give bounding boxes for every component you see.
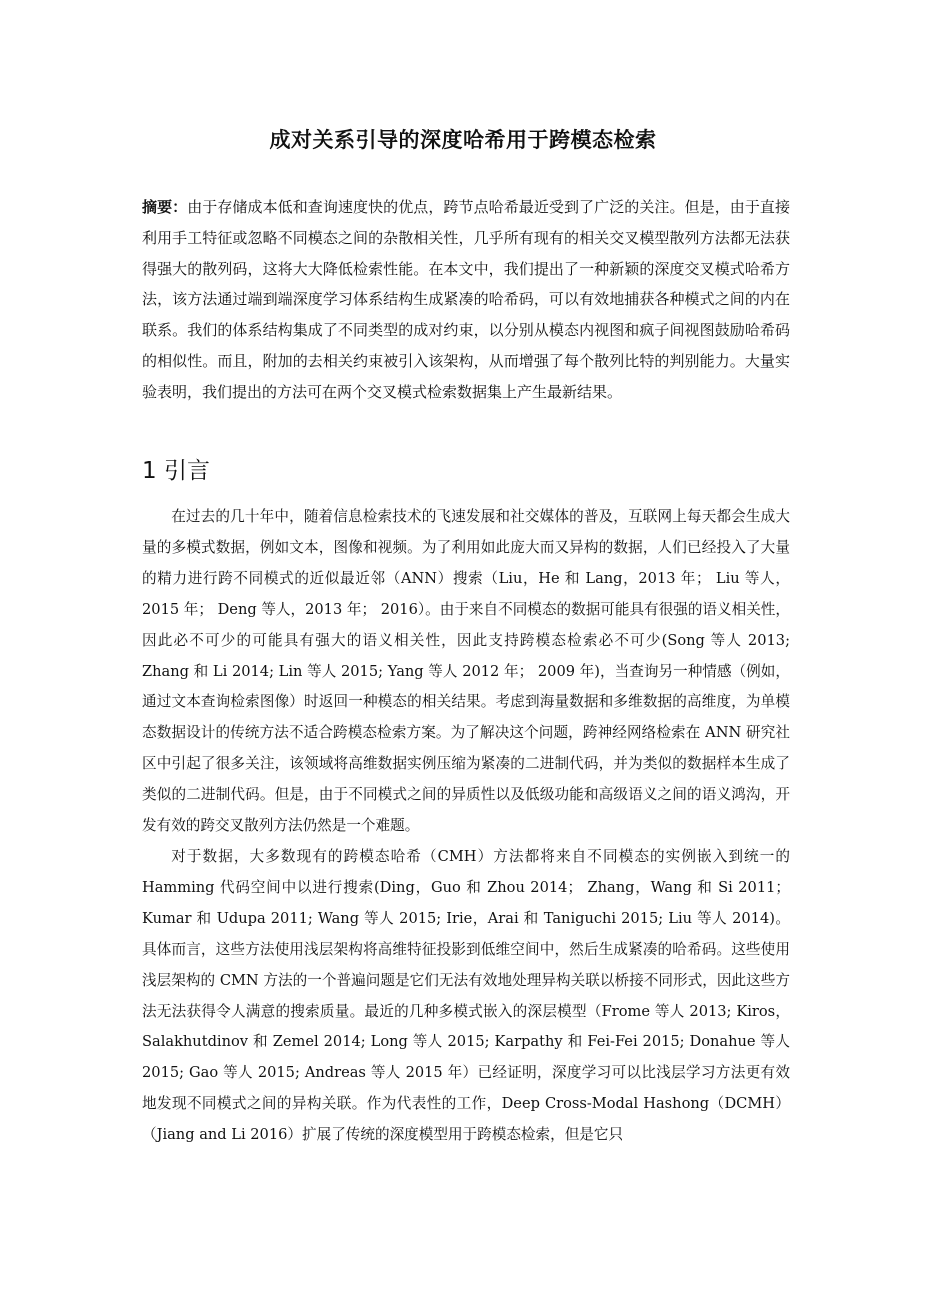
abstract <box>142 192 790 408</box>
section-body-introduction <box>142 502 790 1151</box>
section-heading-introduction: 1 引言 <box>142 458 210 484</box>
paper-title: 成对关系引导的深度哈希用于跨模态检索 <box>269 128 657 152</box>
abstract-label: 摘要： <box>142 198 188 216</box>
abstract-text: 由于存储成本低和查询速度快的优点，跨节点哈希最近受到了广泛的关注。但是，由于直接利用手工特征或忽略不同模态之间的杂散相关性，几乎所有现有的相关交叉模型散列方法都无法获得强大的散列码，这将大大降低检索性能。在本文中，我们提出了一种新颖的深度交叉模式哈希方法，该方法通过端到端深度学习体系结构生成紧凑的哈希码，可以有效地捕获各种模式之间的内在联系。我们的体系结构集成了不同类型的成对约束，以分别从模态内视图和疯子间视图鼓励哈希码的相似性。而且，附加的去相关约束被引入该架构，从而增强了每个散列比特的判别能力。大量实验表明，我们提出的方法可在两个交叉模式检索数据集上产生最新结果。 <box>142 198 790 401</box>
paragraph: 在过去的几十年中，随着信息检索技术的飞速发展和社交媒体的普及，互联网上每天都会生成大量的多模式数据，例如文本，图像和视频。为了利用如此庞大而又异构的数据，人们已经投入了大量的精力进行跨不同模式的近似最近邻（ANN）搜索（Liu，He 和 Lang，2013 年； Liu 等人，2015 年； Deng 等人，2013 年； 2016）。由于来自不同模态的数据可能具有很强的语义相关性，因此必不可少的可能具有强大的语义相关性，因此支持跨模态检索必不可少(Song 等人 2013; Zhang 和 Li 2014; Lin 等人 2015; Yang 等人 2012 年； 2009 年)，当查询另一种情感（例如，通过文本查询检索图像）时返回一种模态的相关结果。考虑到海量数据和多维数据的高维度，为单模态数据设计的传统方法不适合跨模态检索方案。为了解决这个问题，跨神经网络检索在 ANN 研究社区中引起了很多关注，该领域将高维数据实例压缩为紧凑的二进制代码，并为类似的数据样本生成了类似的二进制代码。但是，由于不同模式之间的异质性以及低级功能和高级语义之间的语义鸿沟，开发有效的跨交叉散列方法仍然是一个难题。 <box>142 508 790 835</box>
paragraph: 对于数据，大多数现有的跨模态哈希（CMH）方法都将来自不同模态的实例嵌入到统一的 Hamming 代码空间中以进行搜索(Ding，Guo 和 Zhou 2014； Zhang，Wang 和 Si 2011； Kumar 和 Udupa 2011; Wang 等人 2015; Irie，Arai 和 Taniguchi 2015; Liu 等人 2014)。具体而言，这些方法使用浅层架构将高维特征投影到低维空间中，然后生成紧凑的哈希码。这些使用浅层架构的 CMN 方法的一个普遍问题是它们无法有效地处理异构关联以桥接不同形式，因此这些方法无法获得令人满意的搜索质量。最近的几种多模式嵌入的深层模型（Frome 等人 2013; Kiros，Salakhutdinov 和 Zemel 2014; Long 等人 2015; Karpathy 和 Fei-Fei 2015; Donahue 等人 2015; Gao 等人 2015; Andreas 等人 2015 年）已经证明，深度学习可以比浅层学习方法更有效地发现不同模式之间的异构关联。作为代表性的工作，Deep Cross-Modal Hashong（DCMH）（Jiang and Li 2016）扩展了传统的深度模型用于跨模态检索，但是它只 <box>142 847 790 1144</box>
